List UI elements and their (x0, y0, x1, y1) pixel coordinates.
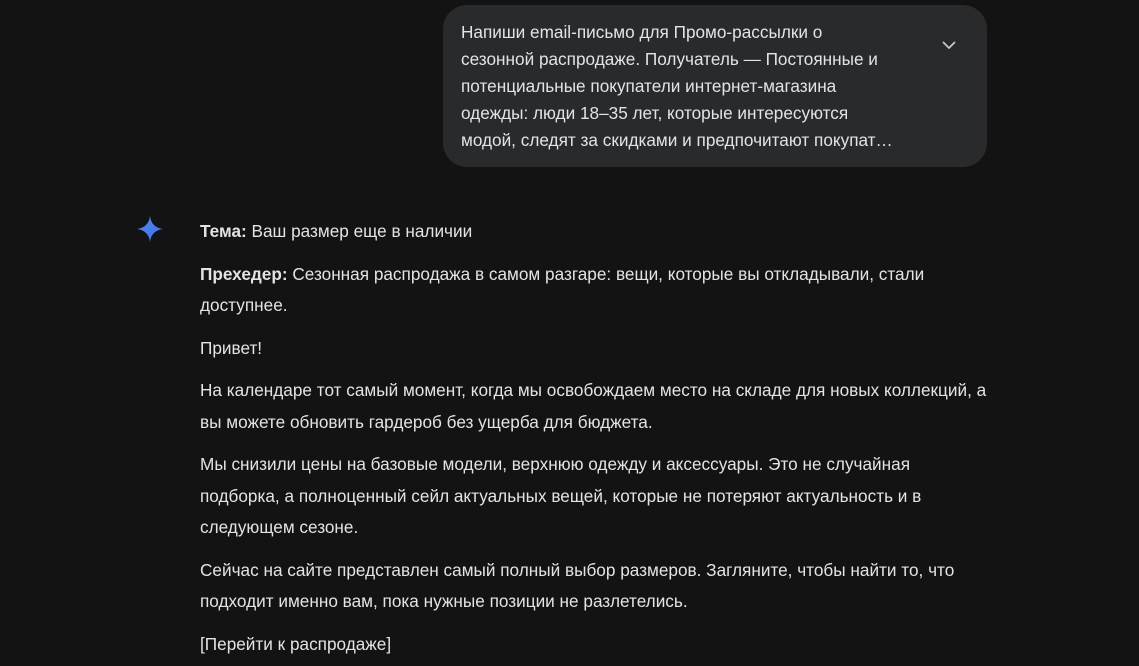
email-paragraph-3: Сейчас на сайте представлен самый полный выбор размеров. Загляните, чтобы найти то, что подходит именно вам, пока нужные позиции не разлетелись. (200, 559, 955, 611)
subject-text: Ваш размер еще в наличии (246, 221, 473, 241)
email-paragraph-2: Мы снизили цены на базовые модели, верхнюю одежду и аксессуары. Это не случайная подборка, а полноценный сейл актуальных вещей, которые не потеряют актуальность и в следующем сезоне. (200, 454, 922, 537)
email-preheader (200, 259, 990, 322)
email-cta: [Перейти к распродаже] (200, 633, 392, 654)
assistant-response (200, 216, 990, 666)
preheader-text: Сезонная распродажа в самом разгаре: вещи, которые вы откладывали, стали доступнее. (200, 263, 925, 315)
email-greeting: Привет! (200, 337, 263, 358)
preheader-label: Прехедер: (200, 263, 288, 284)
chevron-down-icon (942, 41, 956, 50)
email-paragraph-1: На календаре тот самый момент, когда мы освобождаем место на складе для новых коллекций, а вы можете обновить гардероб без ущерба для бюджета. (200, 380, 987, 432)
user-prompt-text: Напиши email-письмо для Промо-рассылки о сезонной распродаже. Получатель — Постоянные и потенциальные покупатели интернет-магазина одежды: люди 18–35 лет, которые интересуются модой, следят за скидками и предпочитают покупат… (461, 22, 893, 150)
subject-label: Тема: (200, 221, 247, 241)
email-subject (200, 216, 990, 248)
user-prompt-bubble (443, 5, 987, 167)
expand-prompt-button[interactable] (937, 33, 961, 57)
gemini-sparkle-icon (136, 215, 164, 243)
